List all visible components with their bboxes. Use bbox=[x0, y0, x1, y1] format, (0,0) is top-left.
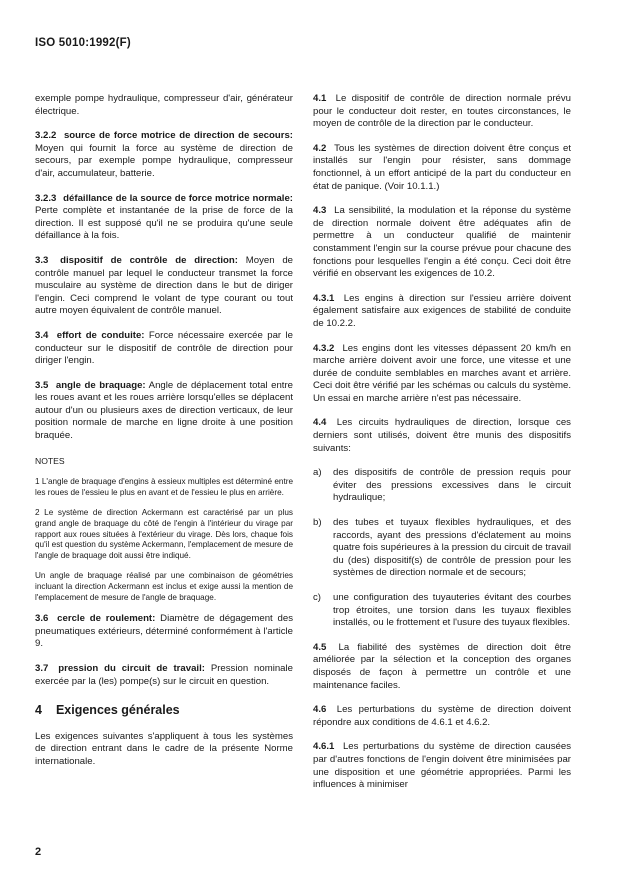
clause-number: 4.4 bbox=[313, 417, 327, 429]
clause-term: angle de braquage: bbox=[55, 379, 146, 391]
page-number: 2 bbox=[35, 846, 42, 858]
clause-4-3-2 bbox=[313, 343, 571, 406]
clause-number: 3.2.2 bbox=[35, 130, 57, 142]
clause-text: Moyen qui fournit la force au système de direction de secours, par exemple pompe hydraulique, compresseur d'air, accumulateur, batterie. bbox=[35, 142, 293, 179]
note-2-continued: Un angle de braquage réalisé par une combinaison de géométries incluant la direction Ackermann est inclus et exige aussi la mention de l'emplacement de mesure de l'angle de braquage. bbox=[35, 571, 293, 602]
clause-text: La fiabilité des systèmes de direction doit être améliorée par la sélection et la conception des organes disposés de façon à permettre un contrôle et une maintenance faciles. bbox=[313, 641, 571, 691]
clause-number: 4.5 bbox=[313, 641, 327, 653]
clause-term: cercle de roulement: bbox=[57, 613, 156, 625]
clause-text: Pression nominale exercée par la (les) pompe(s) sur le circuit en question. bbox=[35, 662, 293, 687]
clause-number: 4.2 bbox=[313, 142, 327, 154]
right-column bbox=[313, 93, 571, 804]
section-title: Exigences générales bbox=[55, 703, 180, 718]
note-2: 2 Le système de direction Ackermann est caractérisé par un plus grand angle de braquage du côté de l'engin à l'intérieur du virage par rapport aux roues situées à l'extérieur du virage. Dès lors, chaque fois qu'il est question du système Ackermann, l'emplacement de mesure de l'angle de braquage doit aussi être indiqué. bbox=[35, 508, 293, 560]
note-1: 1 L'angle de braquage d'engins à essieux multiples est déterminé entre les roues de l'essieu le plus en avant et de l'essieu le plus en arrière. bbox=[35, 477, 294, 497]
clause-text: Tous les systèmes de direction doivent être conçus et installés sur l'engin pour résister, sans dommage fonctionnel, à un effort anticipé de la part du conducteur en état de panique. (Voir 10.1.1.) bbox=[313, 142, 571, 192]
clause-text: La sensibilité, la modulation et la réponse du système de direction normale doivent être adéquates afin de permettre à un conducteur qualifié de maintenir constamment l'engin sur la course prévue pour chacune des fonctions pour lesquelles l'engin a été conçu. Ceci doit être vérifié en observant les exigences de 10.2. bbox=[313, 205, 571, 280]
clause-term: dispositif de contrôle de direction: bbox=[60, 254, 238, 266]
clause-3-2-2 bbox=[35, 130, 293, 180]
list-item-label: a) bbox=[313, 467, 322, 479]
clause-number: 3.5 bbox=[35, 379, 49, 391]
clause-4-3 bbox=[313, 205, 571, 281]
clause-number: 4.3.2 bbox=[313, 342, 335, 354]
clause-number: 4.1 bbox=[313, 93, 327, 104]
clause-term: pression du circuit de travail: bbox=[58, 662, 205, 674]
section-number: 4 bbox=[35, 703, 42, 718]
clause-number: 4.3 bbox=[313, 205, 327, 217]
clause-4-2 bbox=[313, 143, 571, 193]
list-item-text: des dispositifs de contrôle de pression requis pour éviter des pressions excessives dans le circuit hydraulique; bbox=[333, 467, 571, 504]
section-heading-4 bbox=[35, 704, 293, 717]
clause-3-3 bbox=[35, 255, 293, 318]
clause-3-7 bbox=[35, 663, 293, 688]
list-item-text: une configuration des tuyauteries évitant des courbes trop étroites, une torsion dans les tuyaux flexibles installés, ou le frottement et l'usure des tuyaux flexibles. bbox=[333, 592, 571, 629]
clause-text: Les circuits hydrauliques de direction, lorsque ces derniers sont utilisés, doivent être munis des dispositifs suivants: bbox=[313, 417, 571, 454]
clause-number: 4.3.1 bbox=[313, 292, 335, 304]
clause-term: défaillance de la source de force motrice normale: bbox=[63, 192, 293, 204]
section-4-intro: Les exigences suivantes s'appliquent à tous les systèmes de direction entrant dans le cadre de la présente Norme internationale. bbox=[35, 730, 293, 767]
list-item-a bbox=[313, 467, 571, 505]
clause-4-6 bbox=[313, 704, 571, 729]
clause-text: Les engins dont les vitesses dépassent 20 km/h en marche arrière doivent avoir une force, une vitesse et une durée de conduite semblables en marches avant et arrière. Ceci doit être vérifié par les schémas ou calculs du système. Un essai en marche arrière n'est pas nécessaire. bbox=[313, 342, 571, 404]
left-column bbox=[35, 93, 293, 781]
clause-4-5 bbox=[313, 642, 571, 692]
clause-text: Diamètre de dégagement des pneumatiques extérieurs, déterminé conformément à l'article 9. bbox=[35, 613, 294, 650]
clause-3-5 bbox=[35, 380, 293, 443]
clause-number: 3.2.3 bbox=[35, 192, 57, 204]
clause-text: Les perturbations du système de direction doivent répondre aux conditions de 4.6.1 et 4.6.2. bbox=[313, 704, 571, 728]
clause-number: 4.6 bbox=[313, 704, 327, 716]
list-item-c bbox=[313, 592, 571, 630]
clause-3-2-3 bbox=[35, 193, 293, 243]
clause-term: source de force motrice de direction de secours: bbox=[63, 130, 293, 142]
clause-term: effort de conduite: bbox=[56, 329, 145, 341]
clause-text: Les perturbations du système de direction causées par d'autres fonctions de l'engin doivent être minimisées par une disposition et une géométrie appropriées. Parmi les influences à minimiser bbox=[313, 741, 571, 791]
clause-text: Perte complète et instantanée de la prise de force de la direction. Il est supposé qu'il ne se produira qu'une seule défaillance à la fois. bbox=[35, 205, 293, 242]
clause-4-4 bbox=[313, 417, 571, 455]
clause-4-6-1 bbox=[313, 741, 571, 791]
clause-4-1 bbox=[313, 93, 571, 131]
clause-3-6 bbox=[35, 613, 293, 651]
clause-text: Force nécessaire exercée par le conducteur sur le dispositif de contrôle de direction pour diriger l'engin. bbox=[35, 329, 293, 367]
paragraph-continuation: exemple pompe hydraulique, compresseur d'air, générateur électrique. bbox=[35, 93, 293, 117]
notes-label: NOTES bbox=[35, 455, 65, 466]
clause-text: Angle de déplacement total entre les roues avant et les roues arrière lorsqu'elles se déplacent autour d'un ou plusieurs axes de direction verticaux, de leur position normale de marche en ligne droite à une position braquée. bbox=[35, 379, 294, 442]
clause-number: 3.3 bbox=[35, 254, 49, 266]
clause-number: 3.6 bbox=[35, 613, 49, 625]
list-item-b bbox=[313, 517, 571, 580]
clause-number: 3.7 bbox=[35, 662, 49, 674]
clause-text: Moyen de contrôle manuel par lequel le conducteur transmet la force musculaire au système de direction dans le but de diriger l'engin. Ceci comprend le volant de type courant ou tout autre moyen équivalent de contrôle manuel. bbox=[35, 254, 294, 317]
clause-text: Les engins à direction sur l'essieu arrière doivent également satisfaire aux exigences de stabilité de conduite de 10.2.2. bbox=[313, 292, 571, 329]
clause-text: Le dispositif de contrôle de direction normale prévu pour le conducteur doit rester, en toutes circonstances, le moyen de contrôle de la direction par le conducteur. bbox=[313, 93, 571, 130]
list-item-text: des tubes et tuyaux flexibles hydrauliques, et des raccords, ayant des pressions d'éclatement au moins quatre fois supérieures à la pression du circuit de travail du (des) dispositif(s) de contrôle de pression pour les systèmes de direction normale et de secours; bbox=[333, 517, 571, 579]
list-item-label: b) bbox=[313, 517, 322, 529]
clause-3-4 bbox=[35, 330, 293, 368]
clause-number: 3.4 bbox=[35, 329, 49, 341]
clause-4-3-1 bbox=[313, 293, 571, 331]
standard-header: ISO 5010:1992(F) bbox=[35, 37, 131, 49]
list-item-label: c) bbox=[313, 592, 321, 603]
clause-number: 4.6.1 bbox=[313, 741, 335, 753]
